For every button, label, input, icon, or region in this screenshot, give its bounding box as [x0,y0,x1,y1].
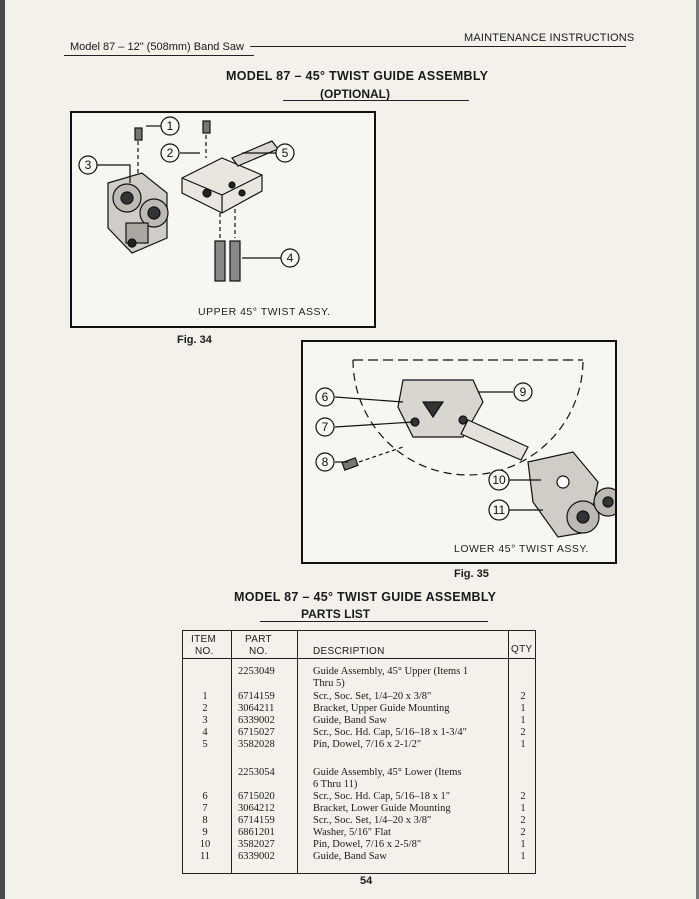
part-description: Thru 5) [313,678,345,689]
figure-34-caption: UPPER 45° TWIST ASSY. [198,306,331,318]
figure-35-caption: LOWER 45° TWIST ASSY. [454,543,589,555]
table-row [183,851,535,863]
page-number: 54 [360,875,373,887]
callout-2 [161,144,179,162]
svg-text:7: 7 [321,420,329,434]
part-description: Scr., Soc. Hd. Cap, 5/16–18 x 1-3/4" [313,727,467,738]
part-number: 6714159 [238,691,275,702]
parts-title-underline [260,621,488,622]
table-row [183,691,535,703]
part-description: Scr., Soc. Set, 1/4–20 x 3/8" [313,691,432,702]
item-number: 9 [202,827,208,838]
svg-text:6: 6 [321,390,329,404]
quantity: 1 [520,739,526,750]
part-number: 2253049 [238,666,275,677]
quantity: 2 [520,815,526,826]
title-underline [283,100,469,101]
part-description: Washer, 5/16" Flat [313,827,391,838]
part-number: 6339002 [238,715,275,726]
header-description: DESCRIPTION [313,646,385,657]
parts-table [182,630,536,874]
header-rule-left [64,55,254,56]
item-number: 8 [202,815,208,826]
callout-8 [316,453,334,471]
table-row [183,803,535,815]
svg-text:8: 8 [321,455,329,469]
part-description: Guide Assembly, 45° Lower (Items [313,767,462,778]
assembly-subtitle: (OPTIONAL) [320,87,390,101]
table-row [183,678,535,690]
lower-twist-assembly-drawing [303,342,615,562]
header-part-1: PART [245,634,272,645]
table-row [183,839,535,851]
quantity: 1 [520,851,526,862]
header-qty: QTY [511,644,533,655]
parts-list-subtitle: PARTS LIST [301,607,371,621]
part-number: 3064212 [238,803,275,814]
table-header-rule [183,658,535,659]
item-number: 6 [202,791,208,802]
figure-35-frame [301,340,617,564]
callout-11 [489,500,509,520]
part-description: Scr., Soc. Set, 1/4–20 x 3/8" [313,815,432,826]
part-description: 6 Thru 11) [313,779,358,790]
callout-3 [79,156,97,174]
item-number: 1 [202,691,208,702]
callout-4 [281,249,299,267]
quantity: 1 [520,703,526,714]
header-model: Model 87 – 12" (508mm) Band Saw [70,41,244,53]
header-item-2: NO. [195,646,214,657]
item-number: 4 [202,727,208,738]
header-item-1: ITEM [191,634,217,645]
part-number: 3064211 [238,703,275,714]
svg-text:2: 2 [166,146,174,160]
item-number: 3 [202,715,208,726]
part-description: Bracket, Lower Guide Mounting [313,803,451,814]
header-part-2: NO. [249,646,268,657]
svg-text:3: 3 [84,158,92,172]
callout-7 [316,418,334,436]
figure-34-label: Fig. 34 [177,334,212,346]
item-number: 2 [202,703,208,714]
part-number: 2253054 [238,767,275,778]
parts-list-title: MODEL 87 – 45° TWIST GUIDE ASSEMBLY [234,590,497,604]
table-row [183,703,535,715]
svg-text:5: 5 [281,146,289,160]
header-rule-right [250,46,626,47]
item-number: 7 [202,803,208,814]
table-row [183,815,535,827]
quantity: 1 [520,715,526,726]
part-description: Pin, Dowel, 7/16 x 2-1/2" [313,739,422,750]
part-description: Scr., Soc. Hd. Cap, 5/16–18 x 1" [313,791,450,802]
callout-10 [489,470,509,490]
part-number: 6861201 [238,827,275,838]
table-row [183,791,535,803]
quantity: 1 [520,803,526,814]
quantity: 1 [520,839,526,850]
assembly-title: MODEL 87 – 45° TWIST GUIDE ASSEMBLY [226,69,489,83]
table-row [183,827,535,839]
table-row [183,715,535,727]
svg-text:4: 4 [286,251,294,265]
callout-6 [316,388,334,406]
quantity: 2 [520,691,526,702]
part-number: 6339002 [238,851,275,862]
part-description: Pin, Dowel, 7/16 x 2-5/8" [313,839,422,850]
table-row [183,739,535,751]
table-row [183,779,535,791]
callout-5 [276,144,294,162]
quantity: 2 [520,791,526,802]
item-number: 5 [202,739,208,750]
item-number: 10 [199,839,211,850]
quantity: 2 [520,727,526,738]
part-number: 6715027 [238,727,275,738]
binding-shadow [0,0,5,899]
table-row [183,727,535,739]
svg-text:9: 9 [519,385,527,399]
part-description: Guide Assembly, 45° Upper (Items 1 [313,666,469,677]
part-description: Bracket, Upper Guide Mounting [313,703,450,714]
svg-text:11: 11 [492,503,506,517]
figure-35-label: Fig. 35 [454,568,489,580]
upper-twist-assembly-drawing [72,113,374,326]
part-number: 3582028 [238,739,275,750]
part-number: 6715020 [238,791,275,802]
part-description: Guide, Band Saw [313,715,387,726]
part-description: Guide, Band Saw [313,851,387,862]
quantity: 2 [520,827,526,838]
item-number: 11 [199,851,211,862]
part-number: 6714159 [238,815,275,826]
figure-34-frame [70,111,376,328]
svg-text:10: 10 [492,473,506,487]
table-row [183,767,535,779]
table-row [183,666,535,678]
svg-text:1: 1 [166,119,174,133]
part-number: 3582027 [238,839,275,850]
header-section: MAINTENANCE INSTRUCTIONS [464,32,635,44]
callout-1 [161,117,179,135]
callout-9 [514,383,532,401]
